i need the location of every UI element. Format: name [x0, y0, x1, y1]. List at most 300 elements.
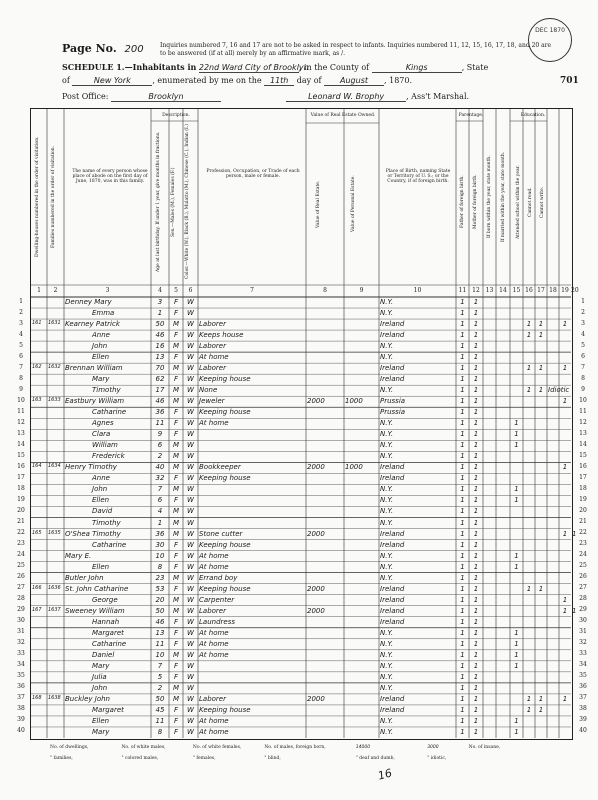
cell-age: 8: [157, 727, 163, 736]
cell-sex: F: [173, 540, 179, 549]
cell-occ: Laundress: [199, 617, 235, 626]
cell-c11: 1: [460, 386, 465, 395]
row-number-left: 10: [17, 396, 25, 404]
cell-birth: N.Y.: [380, 672, 394, 681]
column-number: 16: [525, 287, 533, 294]
cell-name: Brennan William: [65, 364, 123, 373]
row-number-right: 33: [579, 650, 587, 658]
cell-color: W: [187, 683, 194, 692]
cell-age: 10: [155, 551, 165, 560]
cell-occ: Stone cutter: [199, 529, 243, 538]
cell-c17: 1: [538, 584, 544, 593]
state-suffix: , State: [461, 63, 489, 72]
header-real-estate: Value of Real Estate.: [316, 180, 321, 228]
cell-color: W: [187, 342, 194, 351]
cell-c11: 1: [460, 419, 465, 428]
page-label: Page No.: [62, 42, 117, 55]
cell-age: 2: [157, 683, 163, 692]
cell-birth: N.Y.: [380, 639, 394, 648]
cell-c11: 1: [460, 716, 465, 725]
cell-name: Anne: [92, 331, 110, 340]
cell-sex: F: [173, 375, 179, 384]
column-number: 7: [250, 287, 254, 294]
cell-c12: 1: [473, 705, 479, 714]
cell-birth: N.Y.: [380, 716, 394, 725]
header-cannot-read: Cannot read.: [528, 187, 533, 217]
footer-colored-males: " colored males,: [121, 756, 159, 761]
cell-birth: N.Y.: [380, 628, 394, 637]
footer-foreign-born: No. of males, foreign born,: [264, 745, 326, 750]
cell-occ: At home: [199, 650, 229, 659]
cell-age: 46: [155, 617, 165, 626]
cell-sex: F: [173, 309, 179, 318]
cell-c12: 1: [473, 518, 479, 527]
row-number-right: 26: [579, 573, 587, 581]
cell-name: Mary E.: [65, 551, 92, 560]
cell-name: William: [92, 441, 118, 450]
cell-age: 50: [155, 694, 165, 703]
row-number-left: 27: [17, 584, 25, 592]
cell-sex: F: [173, 639, 179, 648]
cell-sex: F: [173, 628, 179, 637]
cell-c11: 1: [460, 573, 465, 582]
cell-age: 13: [155, 628, 165, 637]
cell-occ: Keeping house: [199, 584, 251, 593]
cell-c11: 1: [460, 331, 465, 340]
cell-age: 13: [155, 353, 165, 362]
cell-occ: Jeweler: [199, 397, 225, 406]
row-number-left: 35: [17, 672, 25, 680]
cell-occ: Keeps house: [199, 331, 244, 340]
cell-occ: Carpenter: [199, 595, 235, 604]
cell-name: Buckley John: [65, 694, 110, 703]
row-number-right: 16: [579, 462, 587, 470]
row-number-right: 2: [581, 308, 585, 316]
cell-color: W: [187, 628, 194, 637]
cell-age: 8: [157, 562, 163, 571]
cell-c15: 1: [514, 430, 519, 439]
cell-sex: M: [172, 485, 180, 494]
cell-c12: 1: [473, 595, 479, 604]
cell-sex: F: [173, 474, 179, 483]
cell-c15: 1: [514, 650, 519, 659]
cell-c12: 1: [473, 529, 479, 538]
row-number-right: 5: [581, 341, 585, 349]
cell-name: Margaret: [92, 628, 124, 637]
cell-birth: Ireland: [380, 595, 405, 604]
cell-c19: 1: [562, 595, 568, 604]
cell-c12: 1: [473, 430, 479, 439]
cell-birth: N.Y.: [380, 485, 394, 494]
cell-c17: 1: [538, 364, 544, 373]
schedule-line: [62, 62, 488, 73]
cell-age: 50: [155, 320, 165, 329]
cell-c11: 1: [460, 551, 465, 560]
column-number: 19: [561, 287, 569, 294]
row-number-right: 10: [579, 396, 587, 404]
cell-fam: 1635: [48, 529, 61, 536]
row-number-left: 28: [17, 595, 25, 603]
county-field: Kings: [372, 63, 462, 73]
county-prefix: , in the County of: [298, 63, 370, 72]
cell-c15: 1: [514, 628, 519, 637]
row-number-right: 36: [579, 683, 587, 691]
row-number-right: 35: [579, 672, 587, 680]
cell-birth: Ireland: [380, 375, 405, 384]
cell-sex: M: [172, 606, 180, 615]
cell-c17: 1: [538, 694, 544, 703]
row-number-left: 8: [19, 374, 23, 382]
cell-c20: 1: [572, 529, 577, 538]
cell-sex: F: [173, 705, 179, 714]
ward-field: 22nd Ward City of Brooklyn: [198, 63, 309, 72]
footer-blind: " blind,: [264, 756, 281, 761]
row-number-right: 19: [579, 495, 587, 503]
cell-c12: 1: [473, 617, 479, 626]
row-number-left: 33: [17, 650, 25, 658]
month-field: August: [324, 76, 384, 86]
cell-color: W: [187, 364, 194, 373]
cell-birth: N.Y.: [380, 507, 394, 516]
cell-c12: 1: [473, 419, 479, 428]
column-number: 9: [359, 287, 364, 294]
cell-occ: At home: [199, 353, 229, 362]
year-text: , 1870.: [384, 76, 413, 85]
cell-color: W: [187, 419, 194, 428]
census-table: [30, 108, 579, 740]
row-number-right: 12: [579, 418, 587, 426]
cell-c12: 1: [473, 320, 479, 329]
cell-color: W: [187, 705, 194, 714]
row-number-left: 1: [19, 297, 23, 305]
cell-age: 50: [155, 606, 165, 615]
cell-c15: 1: [514, 485, 519, 494]
row-number-left: 5: [19, 341, 23, 349]
cell-c15: 1: [514, 661, 519, 670]
cell-c15: 1: [514, 496, 519, 505]
cell-birth: N.Y.: [380, 551, 394, 560]
cell-fam: 1634: [48, 463, 61, 470]
cell-age: 1: [157, 518, 163, 527]
cell-occ: Keeping house: [199, 375, 251, 384]
page-number-value: 200: [124, 44, 144, 55]
row-number-left: 22: [17, 529, 25, 537]
cell-birth: N.Y.: [380, 386, 394, 395]
enumerated-prefix: , enumerated by me on the: [152, 76, 262, 85]
cell-sex: M: [172, 364, 180, 373]
cell-age: 9: [157, 430, 163, 439]
header-personal-estate: Value of Personal Estate.: [351, 175, 356, 233]
cell-fam: 1636: [48, 584, 61, 591]
cell-occ: Errand boy: [199, 573, 238, 582]
cell-name: John: [92, 485, 108, 494]
cell-age: 1: [157, 309, 163, 318]
cell-c20: 1: [572, 606, 577, 615]
cell-age: 3: [157, 298, 163, 306]
row-number-right: 11: [579, 407, 587, 415]
cell-c11: 1: [460, 672, 465, 681]
cell-c16: 1: [526, 584, 532, 593]
cell-fam: 1633: [48, 397, 61, 404]
cell-re: 2000: [307, 529, 325, 538]
cell-name: Daniel: [92, 650, 115, 659]
cell-color: W: [187, 375, 194, 384]
cell-c11: 1: [460, 408, 465, 417]
row-number-left: 37: [17, 694, 25, 702]
cell-name: Catharine: [92, 408, 127, 417]
cell-color: W: [187, 441, 194, 450]
cell-color: W: [187, 727, 194, 736]
cell-occ: Laborer: [199, 320, 226, 329]
cell-c11: 1: [460, 430, 465, 439]
cell-sex: F: [173, 727, 179, 736]
header-school: Attended school within the year.: [516, 165, 521, 239]
footer-row-2: [50, 753, 580, 764]
cell-sex: M: [172, 507, 180, 516]
cell-dw: 162: [32, 364, 42, 371]
cell-birth: Ireland: [380, 529, 405, 538]
cell-occ: Bookkeeper: [199, 463, 241, 472]
cell-c19: 1: [562, 320, 568, 329]
cell-c12: 1: [473, 298, 479, 306]
row-number-right: 28: [579, 595, 587, 603]
cell-sex: F: [173, 408, 179, 417]
cell-c12: 1: [473, 562, 479, 571]
row-number-right: 18: [579, 484, 587, 492]
cell-color: W: [187, 463, 194, 472]
cell-name: Mary: [92, 375, 110, 384]
cell-color: W: [187, 353, 194, 362]
cell-color: W: [187, 639, 194, 648]
cell-occ: Laborer: [199, 364, 226, 373]
cell-c12: 1: [473, 661, 479, 670]
cell-occ: Keeping house: [199, 540, 251, 549]
post-office-line: [62, 92, 469, 102]
cell-color: W: [187, 661, 194, 670]
cell-dw: 168: [32, 694, 42, 701]
footer-idiotic: " idiotic,: [427, 756, 447, 761]
cell-c11: 1: [460, 298, 465, 306]
cell-name: Catharine: [92, 540, 127, 549]
cell-sex: M: [172, 441, 180, 450]
cell-age: 6: [157, 441, 163, 450]
cell-c11: 1: [460, 496, 465, 505]
row-number-left: 24: [17, 551, 25, 559]
cell-color: W: [187, 716, 194, 725]
row-number-left: 30: [17, 617, 25, 625]
row-number-right: 21: [579, 518, 587, 525]
row-number-left: 21: [17, 518, 25, 525]
cell-sex: M: [172, 397, 180, 406]
footer-deaf: " deaf and dumb,: [355, 756, 395, 761]
cell-name: Anne: [92, 474, 110, 483]
row-number-left: 34: [17, 661, 25, 669]
header-value-group: Value of Real Estate Owned.: [310, 113, 376, 118]
cell-color: W: [187, 694, 194, 703]
cell-birth: N.Y.: [380, 562, 394, 571]
header-family: Families numbered in the order of visitation.: [51, 145, 56, 249]
column-number: 5: [174, 287, 178, 294]
header-occupation: Profession, Occupation, or Trade of each person, male or female.: [206, 169, 300, 179]
cell-c11: 1: [460, 364, 465, 373]
cell-name: Timothy: [92, 386, 121, 395]
cell-age: 30: [155, 540, 165, 549]
cell-color: W: [187, 529, 194, 538]
cell-occ: Keeping house: [199, 705, 251, 714]
cell-name: O'Shea Timothy: [65, 529, 121, 538]
column-number: 13: [485, 287, 494, 294]
cell-sex: F: [173, 661, 179, 670]
row-number-right: 23: [579, 540, 587, 548]
cell-c15: 1: [514, 441, 519, 450]
row-number-left: 3: [19, 319, 23, 327]
cell-color: W: [187, 485, 194, 494]
of-label: of: [62, 76, 70, 85]
footer-insane: No. of insane,: [468, 745, 501, 750]
cell-c16: 1: [526, 364, 532, 373]
cell-age: 11: [155, 419, 165, 428]
cell-sex: F: [173, 331, 179, 340]
cell-age: 45: [155, 705, 165, 714]
cell-sex: M: [172, 694, 180, 703]
cell-c12: 1: [473, 452, 479, 461]
cell-name: Ellen: [92, 716, 110, 725]
cell-sex: M: [172, 452, 180, 461]
cell-birth: N.Y.: [380, 430, 394, 439]
cell-age: 70: [155, 364, 165, 373]
cell-dw: 166: [32, 584, 42, 591]
cell-birth: Prussia: [380, 408, 406, 417]
row-number-left: 18: [17, 484, 25, 492]
cell-re: 2000: [307, 584, 325, 593]
cell-c19: 1: [562, 463, 568, 472]
cell-c12: 1: [473, 353, 479, 362]
cell-age: 32: [155, 474, 165, 483]
state-field: New York: [72, 76, 152, 86]
cell-age: 20: [155, 595, 165, 604]
cell-name: Mary: [92, 661, 110, 670]
cell-name: Julia: [92, 672, 107, 681]
schedule-prefix: SCHEDULE 1.—Inhabitants in: [62, 62, 197, 72]
header-father-foreign: Father of foreign birth.: [460, 175, 465, 229]
row-number-left: 6: [19, 352, 23, 360]
cell-age: 23: [155, 573, 165, 582]
cell-birth: Ireland: [380, 474, 405, 483]
cell-name: Henry Timothy: [65, 463, 117, 472]
header-age: Age at last birthday. If under 1 year, give months in fractions.: [156, 131, 161, 273]
header-color: Color.—White (W.), Black (B.), Mulatto (M.), Chinese (C.), Indian (I.): [185, 124, 190, 280]
cell-c12: 1: [473, 408, 479, 417]
cell-birth: Ireland: [380, 705, 405, 714]
cell-sex: M: [172, 573, 180, 582]
marshal-title: , Ass't Marshal.: [406, 92, 470, 101]
cell-c19: 1: [562, 694, 568, 703]
cell-c11: 1: [460, 485, 465, 494]
cell-c12: 1: [473, 683, 479, 692]
cell-c12: 1: [473, 496, 479, 505]
footer-families: " families,: [50, 756, 73, 761]
stamp-text: DEC 1870: [535, 27, 565, 34]
cell-c17: 1: [538, 386, 544, 395]
cell-color: W: [187, 650, 194, 659]
cell-c11: 1: [460, 342, 465, 351]
cell-c12: 1: [473, 375, 479, 384]
cell-sex: M: [172, 595, 180, 604]
cell-occ: At home: [199, 419, 229, 428]
cell-sex: M: [172, 342, 180, 351]
cell-occ: At home: [199, 551, 229, 560]
cell-c15: 1: [514, 419, 519, 428]
cell-color: W: [187, 584, 194, 593]
row-number-right: 13: [579, 429, 587, 437]
column-number: 8: [323, 287, 327, 294]
footer-total-real-estate: 14000: [355, 745, 371, 750]
cell-sex: M: [172, 518, 180, 527]
footer-dwellings: No. of dwellings,: [50, 745, 89, 750]
row-number-left: 11: [17, 407, 25, 415]
cell-birth: Ireland: [380, 320, 405, 329]
cell-c16: 1: [526, 694, 532, 703]
cell-c19: 1: [562, 397, 568, 406]
cell-re: 2000: [307, 463, 325, 472]
row-number-left: 19: [17, 495, 25, 503]
marshal-name: Leonard W. Brophy: [286, 92, 406, 102]
cell-c12: 1: [473, 397, 479, 406]
cell-c12: 1: [473, 573, 479, 582]
cell-age: 62: [155, 375, 165, 384]
row-number-left: 40: [17, 727, 25, 735]
row-number-right: 32: [579, 639, 587, 647]
footer-white-males: No. of white males,: [121, 745, 166, 750]
cell-c11: 1: [460, 617, 465, 626]
row-number-right: 37: [579, 694, 587, 702]
cell-c11: 1: [460, 518, 465, 527]
cell-c11: 1: [460, 375, 465, 384]
cell-name: St. John Catharine: [65, 584, 129, 593]
row-number-right: 17: [579, 473, 587, 481]
cell-birth: N.Y.: [380, 650, 394, 659]
cell-c19: 1: [562, 606, 568, 615]
row-number-left: 17: [17, 473, 25, 481]
header-name: The name of every person whose place of abode on the first day of June, 1870, was in this family.: [72, 169, 148, 184]
cell-name: Butler John: [65, 573, 104, 582]
cell-sex: M: [172, 650, 180, 659]
cell-c11: 1: [460, 441, 465, 450]
row-number-left: 2: [19, 308, 23, 316]
cell-birth: N.Y.: [380, 683, 394, 692]
cell-color: W: [187, 430, 194, 439]
cell-occ: Laborer: [199, 606, 226, 615]
column-number: 12: [472, 287, 480, 294]
row-number-right: 15: [579, 451, 587, 459]
cell-name: Denney Mary: [65, 298, 112, 306]
cell-age: 46: [155, 397, 165, 406]
row-number-left: 23: [17, 540, 25, 548]
cell-color: W: [187, 408, 194, 417]
cell-c11: 1: [460, 507, 465, 516]
column-number: 4: [158, 287, 162, 294]
cell-c11: 1: [460, 650, 465, 659]
row-number-right: 22: [579, 529, 587, 537]
cell-color: W: [187, 606, 194, 615]
cell-dw: 167: [32, 606, 42, 613]
row-number-left: 9: [19, 385, 23, 393]
header-description: Description.: [162, 113, 190, 118]
cell-c11: 1: [460, 540, 465, 549]
row-number-right: 29: [579, 606, 587, 614]
header-mother-foreign: Mother of foreign birth.: [473, 174, 478, 230]
cell-c12: 1: [473, 672, 479, 681]
